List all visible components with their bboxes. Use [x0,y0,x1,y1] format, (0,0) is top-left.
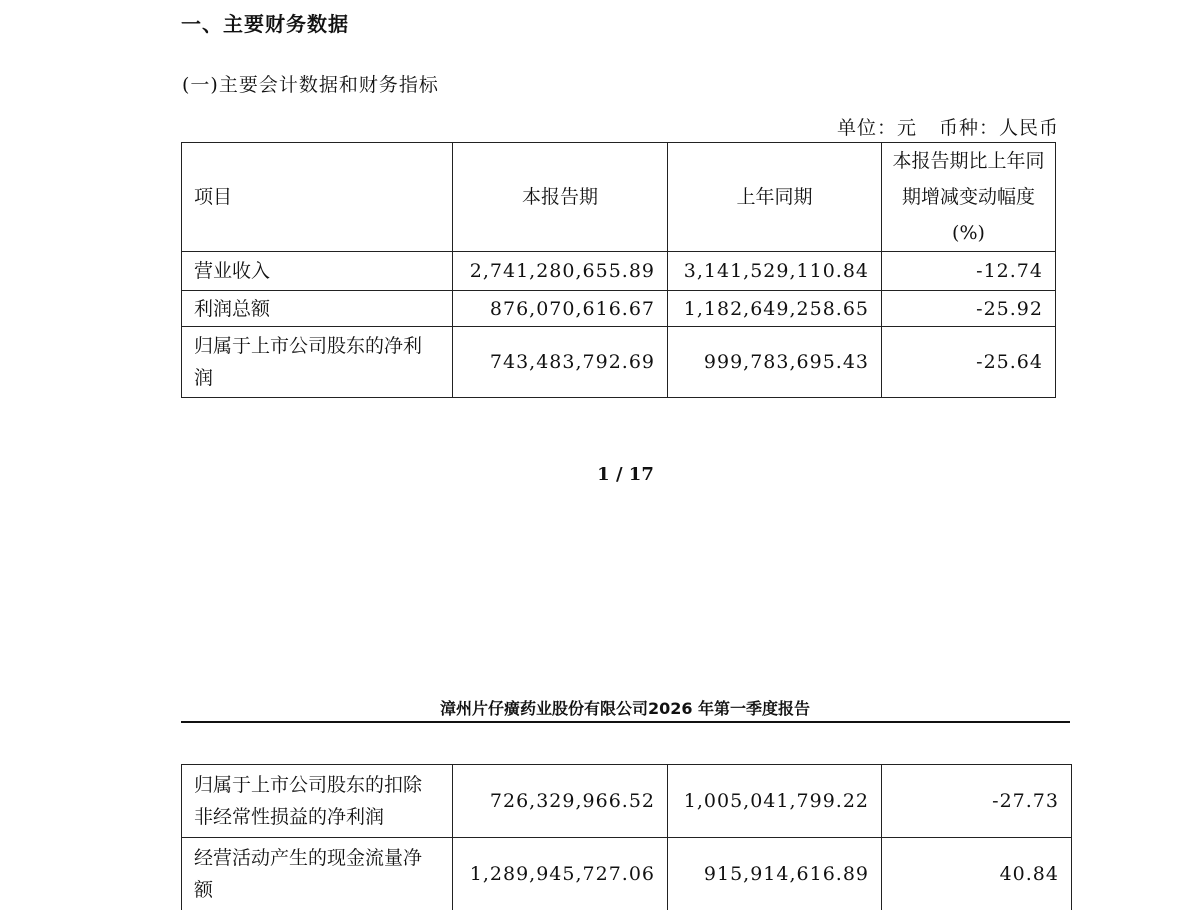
row-prior-value: 999,783,695.43 [668,327,882,398]
table-header-row [182,143,1056,252]
currency-label: 币种： [938,117,999,139]
unit-value: 元 [896,117,917,139]
row-prior-value: 915,914,616.89 [668,838,882,911]
table-row [182,252,1056,291]
header-divider [181,721,1070,723]
row-change-value: -25.64 [882,327,1056,398]
header-change-percent: 本报告期比上年同期增减变动幅度(%) [882,143,1056,252]
row-current-value: 743,483,792.69 [453,327,668,398]
currency-value: 人民币 [998,117,1059,139]
row-change-value: 40.84 [882,838,1072,911]
row-item-label: 利润总额 [182,291,453,327]
header-current-period: 本报告期 [453,143,668,252]
row-prior-value: 1,005,041,799.22 [668,765,882,838]
unit-currency-line [831,113,1059,140]
row-current-value: 2,741,280,655.89 [453,252,668,291]
table-row [182,291,1056,327]
table-row [182,765,1072,838]
header-item: 项目 [182,143,453,252]
row-current-value: 876,070,616.67 [453,291,668,327]
row-item-label: 归属于上市公司股东的扣除非经常性损益的净利润 [182,765,453,838]
header-prior-period: 上年同期 [668,143,882,252]
row-current-value: 726,329,966.52 [453,765,668,838]
row-change-value: -12.74 [882,252,1056,291]
unit-label: 单位： [836,117,897,139]
row-prior-value: 1,182,649,258.65 [668,291,882,327]
financial-data-table-continued [181,764,1072,910]
running-header: 漳州片仔癀药业股份有限公司2026 年第一季度报告 [439,699,811,718]
row-item-label: 归属于上市公司股东的净利润 [182,327,453,398]
row-prior-value: 3,141,529,110.84 [668,252,882,291]
row-change-value: -25.92 [882,291,1056,327]
page-number: 1 / 17 [597,464,654,485]
financial-data-table [181,142,1056,398]
table-row [182,327,1056,398]
table-row [182,838,1072,911]
row-item-label: 经营活动产生的现金流量净额 [182,838,453,911]
subsection-title: (一)主要会计数据和财务指标 [182,74,439,96]
row-item-label: 营业收入 [182,252,453,291]
section-title: 一、主要财务数据 [181,12,349,36]
row-change-value: -27.73 [882,765,1072,838]
row-current-value: 1,289,945,727.06 [453,838,668,911]
